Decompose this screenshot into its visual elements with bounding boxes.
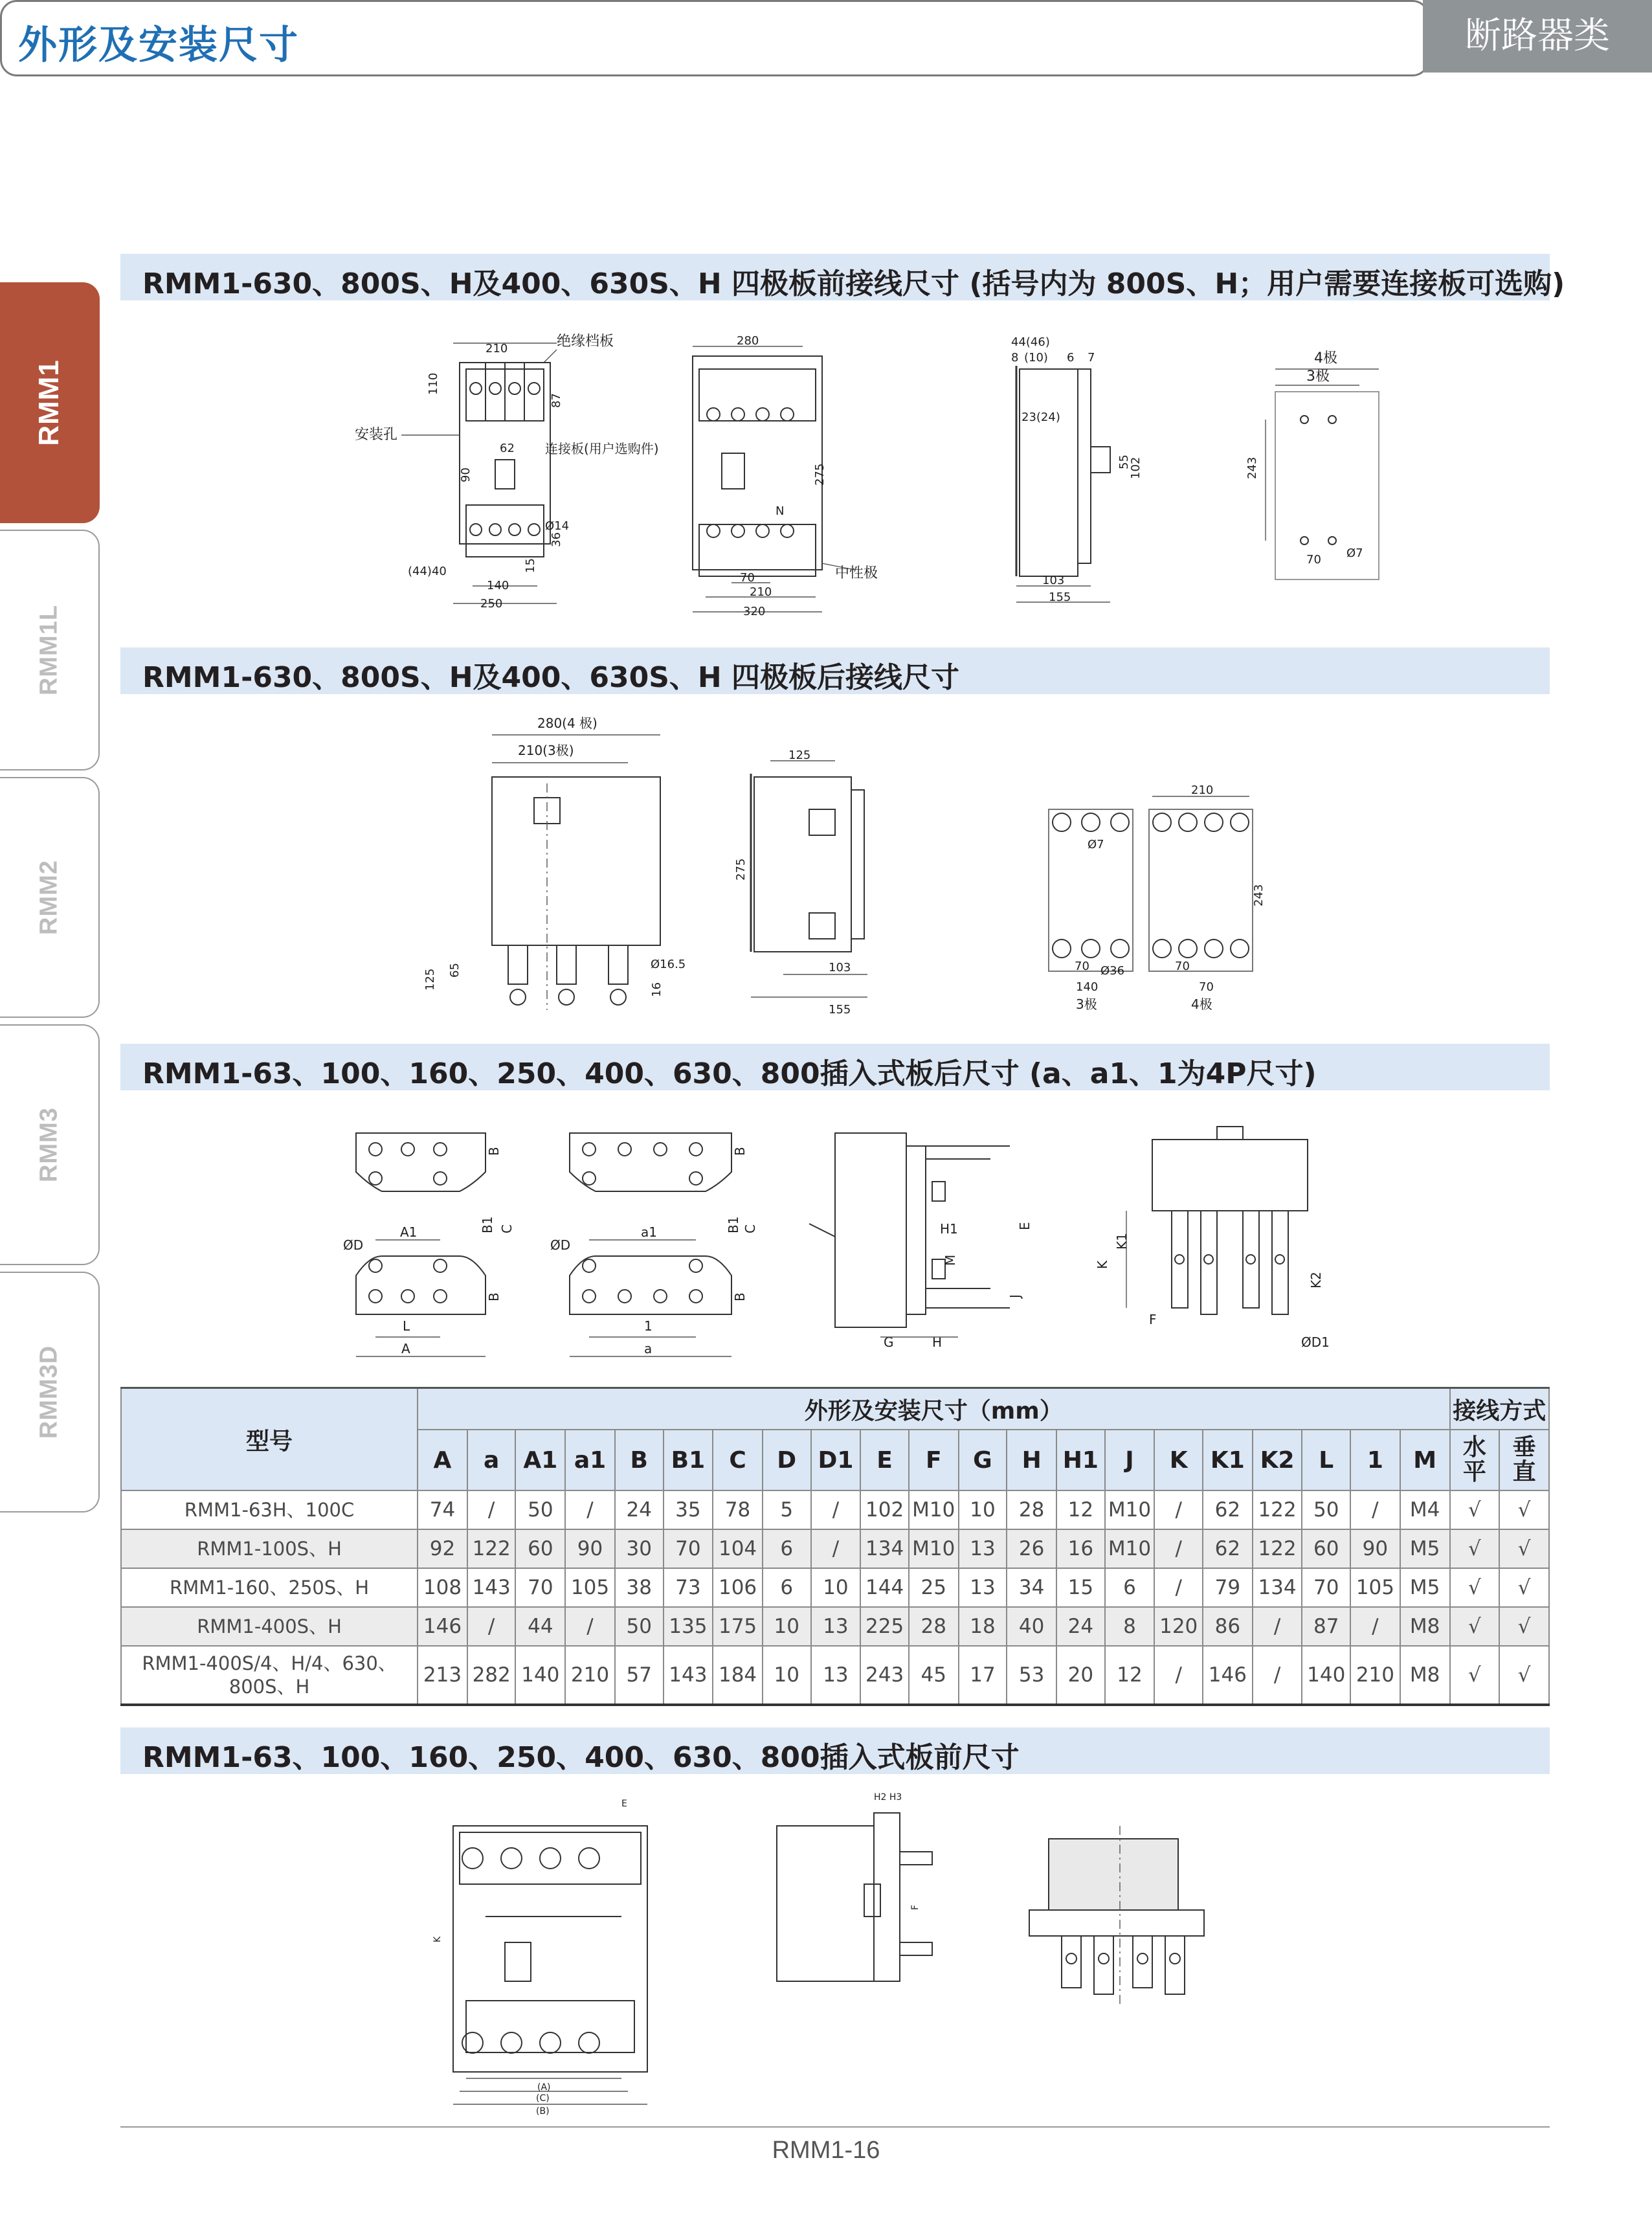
dimension-cell: / — [1154, 1646, 1203, 1705]
dimension-cell: 34 — [1007, 1568, 1056, 1607]
dimension-cell: 74 — [418, 1490, 467, 1529]
svg-text:70: 70 — [1199, 980, 1214, 994]
dimension-cell: 106 — [713, 1568, 763, 1607]
svg-text:243: 243 — [1245, 456, 1259, 479]
dims-header: 外形及安装尺寸（mm） — [418, 1388, 1449, 1430]
dimension-cell: / — [467, 1490, 516, 1529]
page-title: 外形及安装尺寸 — [18, 23, 299, 68]
svg-text:(A): (A) — [537, 2082, 551, 2093]
svg-text:A1: A1 — [400, 1224, 418, 1240]
tab-label: RMM1 — [33, 359, 65, 446]
dimension-cell: 40 — [1007, 1607, 1056, 1646]
svg-text:C: C — [499, 1224, 515, 1233]
dimension-cell: M10 — [909, 1490, 959, 1529]
svg-text:103: 103 — [1042, 574, 1065, 587]
col-header: B1 — [664, 1430, 713, 1490]
svg-text:210(3极): 210(3极) — [518, 743, 574, 758]
tab-label: RMM1L — [35, 604, 63, 696]
col-header: J — [1105, 1430, 1155, 1490]
tab-label: RMM3D — [35, 1345, 63, 1439]
plug-in-front-drawing-b — [751, 1787, 958, 2001]
svg-text:140: 140 — [487, 579, 509, 592]
svg-text:Ø7: Ø7 — [1088, 838, 1104, 851]
svg-text:280: 280 — [737, 334, 759, 348]
dimension-cell: 28 — [1007, 1490, 1056, 1529]
svg-text:K2: K2 — [1308, 1272, 1324, 1288]
svg-text:C: C — [742, 1224, 758, 1233]
svg-text:H: H — [932, 1334, 943, 1350]
dimension-cell: 20 — [1056, 1646, 1105, 1705]
dimension-cell: 140 — [1302, 1646, 1350, 1705]
rear-wiring-drawing-b — [731, 745, 958, 1029]
dimension-cell: 70 — [515, 1568, 565, 1607]
svg-text:Ø7: Ø7 — [1346, 546, 1363, 560]
model-cell: RMM1-400S/4、H/4、630、800S、H — [121, 1646, 418, 1705]
page-header — [0, 0, 1610, 76]
dimension-cell: 105 — [565, 1568, 615, 1607]
svg-text:70: 70 — [1306, 553, 1321, 567]
col-header: D — [763, 1430, 811, 1490]
svg-text:B: B — [486, 1147, 502, 1156]
wiring-check-cell: √ — [1499, 1529, 1549, 1568]
dimension-cell: / — [1253, 1607, 1302, 1646]
col-header: K2 — [1253, 1430, 1302, 1490]
dimension-cell: 175 — [713, 1607, 763, 1646]
svg-text:B: B — [732, 1292, 748, 1301]
dimension-cell: 86 — [1203, 1607, 1253, 1646]
col-header: F — [909, 1430, 959, 1490]
col-header: B — [615, 1430, 664, 1490]
dimension-cell: 16 — [1056, 1529, 1105, 1568]
svg-text:H1: H1 — [940, 1221, 958, 1237]
svg-text:250: 250 — [480, 597, 503, 611]
col-header: E — [860, 1430, 909, 1490]
model-cell: RMM1-160、250S、H — [121, 1568, 418, 1607]
dimension-cell: 30 — [615, 1529, 664, 1568]
dimension-cell: / — [811, 1529, 861, 1568]
svg-text:a1: a1 — [641, 1224, 657, 1240]
dimension-cell: 13 — [811, 1646, 861, 1705]
svg-text:ØD: ØD — [550, 1237, 571, 1253]
svg-text:280(4 极): 280(4 极) — [537, 715, 597, 731]
tab-rmm2[interactable] — [0, 777, 100, 1018]
svg-text:(44)40: (44)40 — [408, 565, 447, 578]
wiring-check-cell: √ — [1499, 1490, 1549, 1529]
dimension-cell: 79 — [1203, 1568, 1253, 1607]
col-header: G — [959, 1430, 1007, 1490]
dimension-cell: 134 — [860, 1529, 909, 1568]
svg-text:ØD1: ØD1 — [1301, 1334, 1330, 1350]
col-header: A — [418, 1430, 467, 1490]
dimension-cell: 10 — [959, 1490, 1007, 1529]
dimension-cell: 45 — [909, 1646, 959, 1705]
dimension-cell: 135 — [664, 1607, 713, 1646]
dimension-cell: 225 — [860, 1607, 909, 1646]
front-wiring-drawing-d — [1230, 343, 1424, 589]
col-header: a1 — [565, 1430, 615, 1490]
rear-wiring-drawing-c — [1029, 770, 1275, 1017]
svg-text:Ø36: Ø36 — [1100, 964, 1125, 978]
svg-text:J: J — [1007, 1294, 1023, 1298]
tab-rmm3[interactable] — [0, 1024, 100, 1265]
svg-text:H2 H3: H2 H3 — [874, 1792, 902, 1803]
svg-text:Ø14: Ø14 — [545, 519, 570, 533]
col-header-vertical: 垂直 — [1499, 1430, 1549, 1490]
svg-text:70: 70 — [1075, 960, 1089, 973]
svg-text:A: A — [401, 1341, 410, 1356]
dimension-cell: 17 — [959, 1646, 1007, 1705]
model-cell: RMM1-100S、H — [121, 1529, 418, 1568]
svg-text:320: 320 — [743, 605, 766, 618]
dimension-cell: 143 — [664, 1646, 713, 1705]
svg-text:ØD: ØD — [343, 1237, 364, 1253]
wiring-check-cell: √ — [1450, 1568, 1500, 1607]
dimension-cell: M4 — [1400, 1490, 1450, 1529]
dimension-cell: 73 — [664, 1568, 713, 1607]
svg-text:Ø16.5: Ø16.5 — [651, 958, 686, 971]
dimension-cell: 50 — [515, 1490, 565, 1529]
dimension-cell: 70 — [1302, 1568, 1350, 1607]
dimension-cell: M5 — [1400, 1529, 1450, 1568]
svg-text:125: 125 — [423, 968, 437, 991]
svg-text:102: 102 — [1129, 456, 1143, 479]
col-header: C — [713, 1430, 763, 1490]
dimension-cell: / — [1253, 1646, 1302, 1705]
svg-text:110: 110 — [427, 372, 440, 395]
dimension-cell: 13 — [959, 1568, 1007, 1607]
table-row — [121, 1646, 1549, 1705]
dimension-cell: 15 — [1056, 1568, 1105, 1607]
col-header: D1 — [811, 1430, 861, 1490]
dimension-cell: 140 — [515, 1646, 565, 1705]
svg-text:210: 210 — [750, 585, 772, 599]
dimension-cell: 60 — [1302, 1529, 1350, 1568]
dimension-cell: 122 — [467, 1529, 516, 1568]
model-cell: RMM1-400S、H — [121, 1607, 418, 1646]
svg-text:44(46): 44(46) — [1011, 335, 1050, 349]
wiring-check-cell: √ — [1499, 1568, 1549, 1607]
svg-text:安装孔: 安装孔 — [355, 427, 398, 443]
dimension-cell: 134 — [1253, 1568, 1302, 1607]
dimension-cell: 44 — [515, 1607, 565, 1646]
dimension-cell: M10 — [1105, 1529, 1155, 1568]
svg-text:F: F — [910, 1904, 921, 1910]
dimension-cell: 53 — [1007, 1646, 1056, 1705]
dimension-cell: 35 — [664, 1490, 713, 1529]
dimension-cell: 50 — [615, 1607, 664, 1646]
dimension-cell: 90 — [565, 1529, 615, 1568]
dimension-cell: 10 — [763, 1607, 811, 1646]
col-header: 1 — [1350, 1430, 1400, 1490]
svg-text:K: K — [432, 1936, 443, 1942]
wiring-check-cell: √ — [1499, 1646, 1549, 1705]
wiring-check-cell: √ — [1450, 1529, 1500, 1568]
svg-text:125: 125 — [788, 748, 811, 762]
svg-text:B: B — [732, 1147, 748, 1156]
plug-in-rear-drawing-a — [337, 1120, 518, 1366]
svg-text:连接板(用户选购件): 连接板(用户选购件) — [545, 441, 659, 456]
svg-text:155: 155 — [829, 1003, 851, 1017]
svg-text:4极: 4极 — [1191, 996, 1212, 1012]
dimension-cell: 243 — [860, 1646, 909, 1705]
svg-text:275: 275 — [734, 858, 748, 881]
dimension-cell: 87 — [1302, 1607, 1350, 1646]
dimension-cell: 92 — [418, 1529, 467, 1568]
dimension-cell: 90 — [1350, 1529, 1400, 1568]
wiring-check-cell: √ — [1499, 1607, 1549, 1646]
section-heading-plug-in-rear: RMM1-63、100、160、250、400、630、800插入式板后尺寸 (a、a1、1为4P尺寸) — [120, 1044, 1550, 1090]
svg-text:E: E — [1017, 1222, 1032, 1230]
col-header: M — [1400, 1430, 1450, 1490]
dimension-cell: 282 — [467, 1646, 516, 1705]
svg-text:16: 16 — [650, 982, 664, 997]
dimension-cell: 62 — [1203, 1529, 1253, 1568]
svg-text:210: 210 — [486, 342, 508, 355]
svg-text:B: B — [486, 1292, 502, 1301]
front-wiring-drawing-c — [990, 330, 1185, 628]
dimension-cell: 105 — [1350, 1568, 1400, 1607]
dimension-cell: 213 — [418, 1646, 467, 1705]
svg-text:B1: B1 — [480, 1216, 495, 1233]
dimension-cell: 10 — [763, 1646, 811, 1705]
svg-text:15: 15 — [524, 558, 537, 573]
col-header: A1 — [515, 1430, 565, 1490]
svg-text:70: 70 — [740, 571, 755, 585]
svg-text:23(24): 23(24) — [1021, 410, 1060, 424]
svg-text:103: 103 — [829, 961, 851, 974]
dimension-cell: 144 — [860, 1568, 909, 1607]
svg-text:6: 6 — [1067, 351, 1075, 365]
dimension-cell: 108 — [418, 1568, 467, 1607]
dimension-cell: 143 — [467, 1568, 516, 1607]
svg-text:275: 275 — [813, 463, 827, 486]
svg-text:1: 1 — [644, 1318, 653, 1334]
svg-text:155: 155 — [1049, 590, 1071, 604]
dimension-cell: 28 — [909, 1607, 959, 1646]
svg-text:G: G — [884, 1334, 894, 1350]
section-heading-rear-wiring: RMM1-630、800S、H及400、630S、H 四极板后接线尺寸 — [120, 647, 1550, 694]
svg-text:4极: 4极 — [1314, 350, 1337, 366]
tab-rmm1[interactable] — [0, 282, 100, 523]
col-header-horizontal: 水平 — [1450, 1430, 1500, 1490]
rear-wiring-drawing-a — [414, 712, 712, 1023]
tab-rmm3d[interactable] — [0, 1272, 100, 1512]
col-header: H1 — [1056, 1430, 1105, 1490]
plug-in-front-drawing-a — [427, 1787, 686, 2117]
dimension-cell: 25 — [909, 1568, 959, 1607]
dimension-cell: M10 — [909, 1529, 959, 1568]
page-number: RMM1-16 — [772, 2137, 880, 2164]
dimension-cell: 104 — [713, 1529, 763, 1568]
model-header: 型号 — [121, 1388, 418, 1491]
table-row — [121, 1529, 1549, 1568]
dimension-cell: 146 — [1203, 1646, 1253, 1705]
wiring-check-cell: √ — [1450, 1607, 1500, 1646]
svg-text:140: 140 — [1076, 980, 1099, 994]
dimension-cell: 6 — [763, 1568, 811, 1607]
dimension-cell: 12 — [1056, 1490, 1105, 1529]
tab-label: RMM2 — [35, 860, 63, 935]
svg-text:87: 87 — [550, 393, 563, 408]
col-header: K — [1154, 1430, 1203, 1490]
dimension-cell: 146 — [418, 1607, 467, 1646]
svg-text:65: 65 — [448, 963, 462, 978]
svg-text:(C): (C) — [536, 2093, 550, 2104]
svg-text:K: K — [1095, 1260, 1110, 1269]
svg-text:M: M — [943, 1254, 958, 1266]
dimension-cell: 70 — [664, 1529, 713, 1568]
wiring-header: 接线方式 — [1450, 1388, 1550, 1430]
dimension-cell: 38 — [615, 1568, 664, 1607]
dimension-cell: / — [565, 1490, 615, 1529]
category-label: 断路器类 — [1423, 0, 1652, 73]
dimension-cell: 184 — [713, 1646, 763, 1705]
dimension-cell: 24 — [615, 1490, 664, 1529]
dimension-cell: 57 — [615, 1646, 664, 1705]
dimension-cell: 5 — [763, 1490, 811, 1529]
svg-text:绝缘档板: 绝缘档板 — [557, 333, 614, 350]
svg-text:a: a — [644, 1341, 653, 1356]
dimension-cell: 13 — [959, 1529, 1007, 1568]
svg-text:7: 7 — [1088, 351, 1095, 365]
col-header: K1 — [1203, 1430, 1253, 1490]
svg-text:(B): (B) — [536, 2106, 550, 2117]
col-header: H — [1007, 1430, 1056, 1490]
dimension-cell: / — [811, 1490, 861, 1529]
dimension-cell: M10 — [1105, 1490, 1155, 1529]
wiring-check-cell: √ — [1450, 1490, 1500, 1529]
svg-text:3极: 3极 — [1076, 996, 1097, 1012]
dimension-cell: 13 — [811, 1607, 861, 1646]
col-header: L — [1302, 1430, 1350, 1490]
dimension-cell: M8 — [1400, 1646, 1450, 1705]
dimension-cell: 18 — [959, 1607, 1007, 1646]
dimension-cell: 12 — [1105, 1646, 1155, 1705]
plug-in-rear-drawing-b — [544, 1120, 757, 1366]
dimension-cell: 78 — [713, 1490, 763, 1529]
dimension-cell: 6 — [763, 1529, 811, 1568]
footer-rule — [120, 2126, 1550, 2128]
dimension-cell: 10 — [811, 1568, 861, 1607]
dimension-cell: / — [1154, 1490, 1203, 1529]
svg-text:243: 243 — [1252, 884, 1266, 906]
plug-in-rear-drawing-c — [796, 1120, 1042, 1366]
svg-text:中性极: 中性极 — [835, 565, 878, 581]
svg-text:K1: K1 — [1114, 1233, 1130, 1250]
dimension-cell: 60 — [515, 1529, 565, 1568]
dimension-cell: 62 — [1203, 1490, 1253, 1529]
dimension-cell: 122 — [1253, 1529, 1302, 1568]
dimension-cell: M5 — [1400, 1568, 1450, 1607]
dimension-cell: 26 — [1007, 1529, 1056, 1568]
dimension-cell: / — [467, 1607, 516, 1646]
svg-text:E: E — [621, 1799, 627, 1809]
plug-in-front-drawing-c — [1016, 1819, 1223, 2014]
svg-text:N: N — [776, 504, 785, 518]
dimension-cell: / — [1154, 1568, 1203, 1607]
svg-text:210: 210 — [1191, 783, 1214, 797]
dimension-cell: 50 — [1302, 1490, 1350, 1529]
dimension-cell: M8 — [1400, 1607, 1450, 1646]
dimension-cell: 102 — [860, 1490, 909, 1529]
table-row — [121, 1607, 1549, 1646]
section-heading-plug-in-front: RMM1-63、100、160、250、400、630、800插入式板前尺寸 — [120, 1727, 1550, 1774]
svg-text:F: F — [1149, 1312, 1157, 1327]
front-wiring-drawing-b — [673, 330, 945, 628]
dimension-cell: / — [565, 1607, 615, 1646]
table-row — [121, 1490, 1549, 1529]
tab-rmm1l[interactable] — [0, 530, 100, 770]
wiring-check-cell: √ — [1450, 1646, 1500, 1705]
front-wiring-drawing-a — [337, 324, 659, 628]
dimension-cell: 24 — [1056, 1607, 1105, 1646]
svg-text:55: 55 — [1117, 455, 1131, 469]
table-row — [121, 1568, 1549, 1607]
dimension-cell: 120 — [1154, 1607, 1203, 1646]
dimension-cell: 8 — [1105, 1607, 1155, 1646]
svg-text:L: L — [403, 1318, 410, 1334]
svg-text:3极: 3极 — [1306, 368, 1330, 385]
col-header: a — [467, 1430, 516, 1490]
section-heading-front-wiring: RMM1-630、800S、H及400、630S、H 四极板前接线尺寸 (括号内为 800S、H；用户需要连接板可选购) — [120, 254, 1550, 300]
svg-text:(10): (10) — [1024, 351, 1048, 365]
svg-text:90: 90 — [459, 467, 473, 482]
svg-text:8: 8 — [1011, 351, 1019, 365]
model-cell: RMM1-63H、100C — [121, 1490, 418, 1529]
dimension-cell: / — [1350, 1490, 1400, 1529]
plug-in-rear-drawing-d — [1088, 1120, 1366, 1366]
dimension-cell: 210 — [1350, 1646, 1400, 1705]
svg-text:70: 70 — [1175, 960, 1190, 973]
dimension-cell: 210 — [565, 1646, 615, 1705]
dimension-cell: 122 — [1253, 1490, 1302, 1529]
svg-text:62: 62 — [500, 442, 515, 455]
dimension-cell: 6 — [1105, 1568, 1155, 1607]
svg-text:36: 36 — [550, 532, 563, 547]
dimension-cell: / — [1350, 1607, 1400, 1646]
dimension-cell: / — [1154, 1529, 1203, 1568]
dimensions-table — [120, 1387, 1550, 1706]
svg-text:B1: B1 — [726, 1216, 741, 1233]
tab-label: RMM3 — [35, 1107, 63, 1182]
